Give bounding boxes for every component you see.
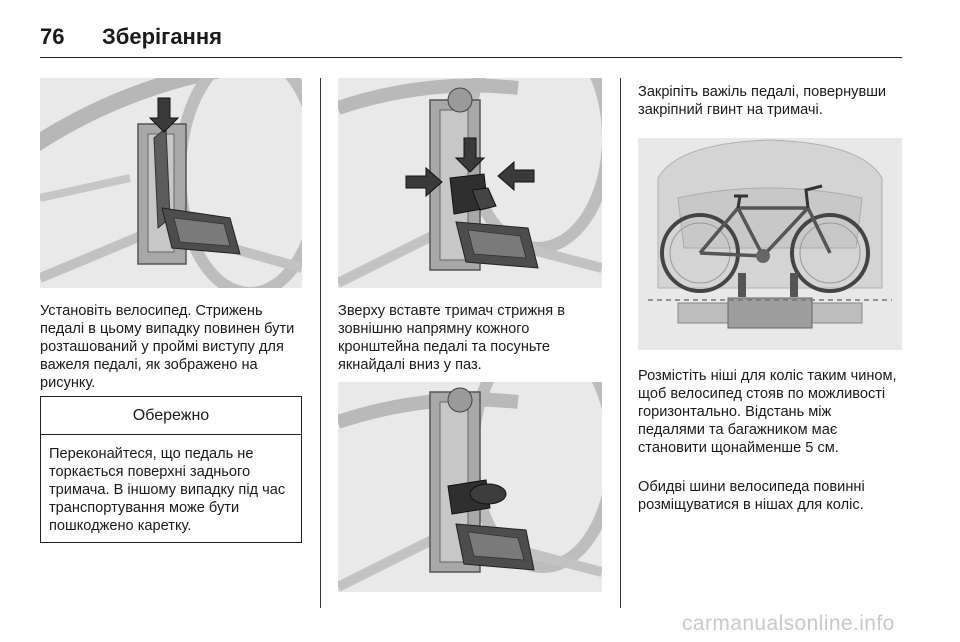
section-title: Зберігання [102,24,222,49]
pedal-placement-illustration [40,78,302,288]
page-number: 76 [40,24,65,49]
figure-pedal-placement [40,78,302,288]
instruction-insert-rod-holder: Зверху вставте тримач стрижня в зовнішню напрямну кожного кронштейна педалі та посуньте якнайдалі вниз у паз. [338,303,565,373]
figure-rod-holder-in-slot [338,382,602,592]
instruction-tyres-in-holders: Обидві шини велосипеда повинні розміщуватися в нішах для коліс. [638,479,865,513]
caution-text: Переконайтеся, що педаль не торкається поверхні заднього тримача. В іншому випадку під час транспортування може бути пошкоджено каретку. [49,446,286,534]
watermark: carmanualsonline.info [682,612,895,635]
figure-insert-rod-holder [338,78,602,288]
caution-heading: Обережно [41,397,301,435]
bicycle-on-carrier-illustration [638,138,902,350]
instruction-secure-pedal-arm: Закріпіть важіль педалі, повернувши закріпний гвинт на тримачі. [638,84,887,118]
instruction-place-bicycle: Установіть велосипед. Стрижень педалі в цьому випадку повинен бути розташований у проймі виступу для важеля педалі, як зображено на рисунку. [40,303,295,391]
figure-bicycle-on-carrier [638,138,902,350]
caution-box [40,396,302,543]
rod-holder-slot-illustration [338,382,602,592]
page-header [40,18,902,58]
rod-holder-insertion-illustration [338,78,602,288]
column-divider-left [320,78,321,608]
column-divider-right [620,78,621,608]
instruction-position-wheel-holders: Розмістіть ніші для коліс таким чином, щоб велосипед стояв по можливості горизонтально. Відстань між педалями та багажником має становити щонайменше 5 см. [638,368,897,456]
